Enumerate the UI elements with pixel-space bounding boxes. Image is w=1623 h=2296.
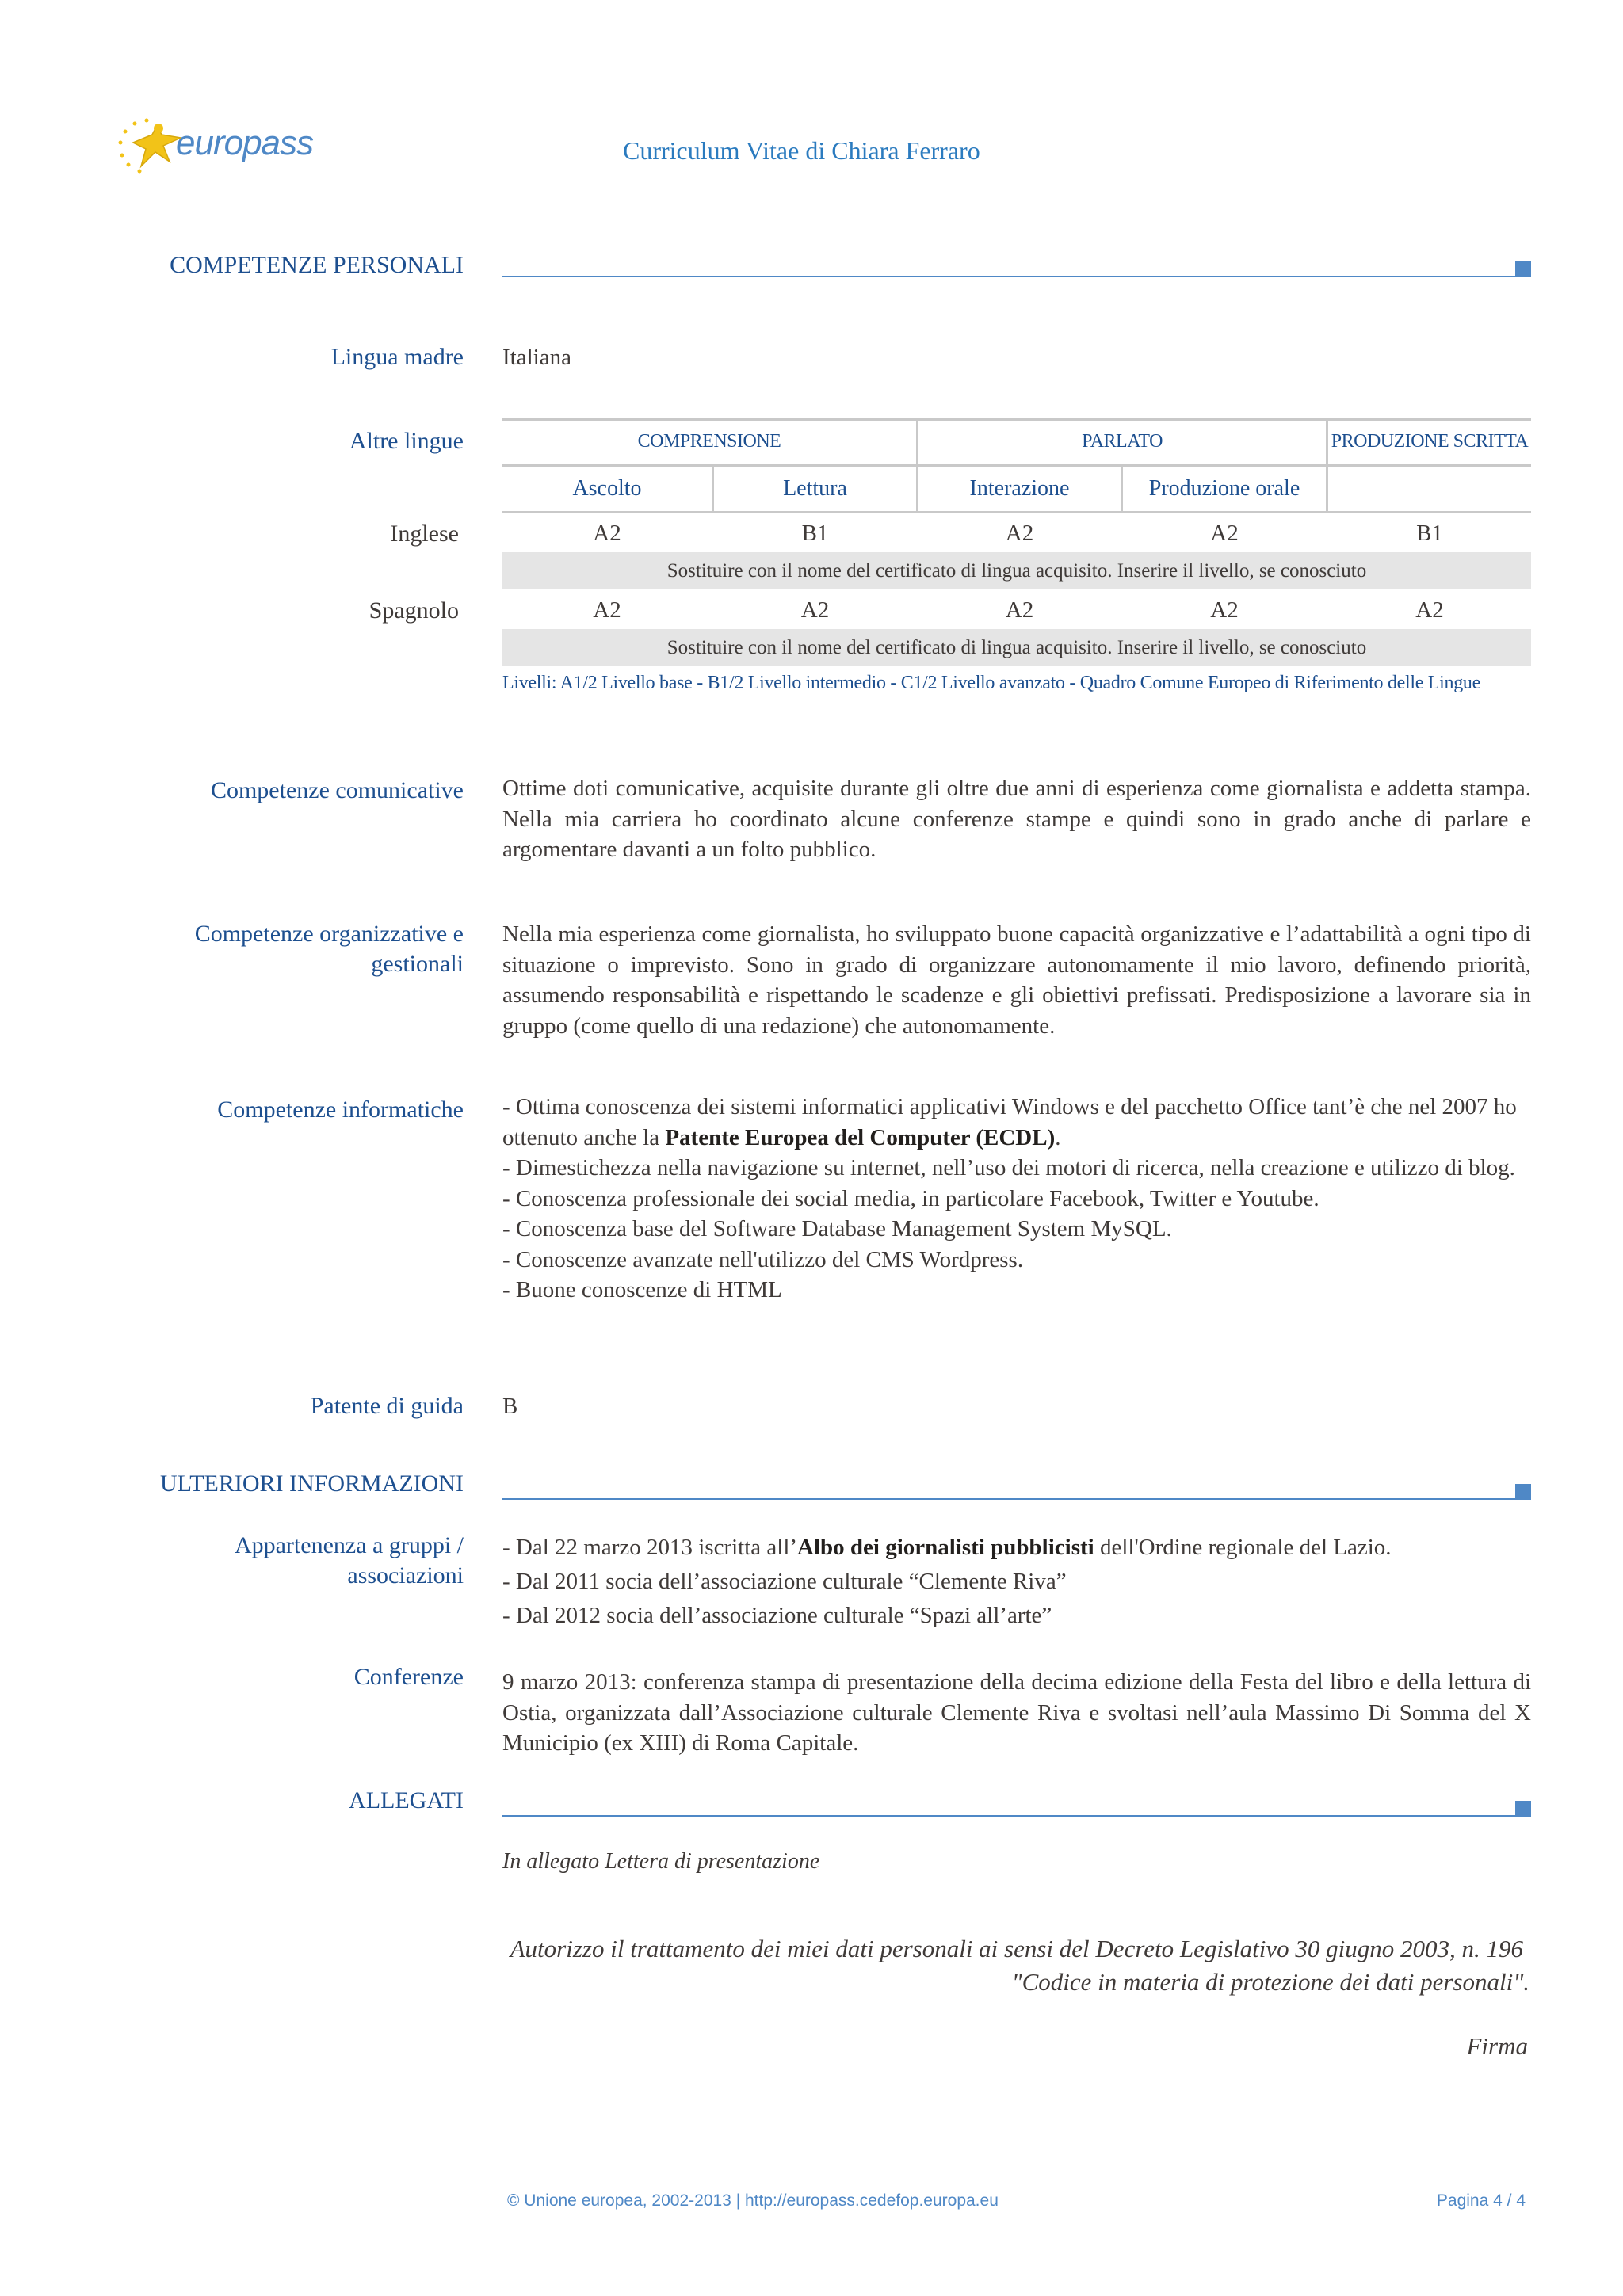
section-rule [502, 1498, 1515, 1500]
europass-wordmark: europass [176, 124, 314, 162]
list-item: - Dimestichezza nella navigazione su internet, nell’uso dei motori di ricerca, nella creazione e utilizzo di blog. [502, 1155, 1515, 1180]
level-lettura: B1 [801, 521, 829, 546]
list-item: - Ottima conoscenza dei sistemi informatici applicativi Windows e del pacchetto Office tant’è che nel 2007 ho ottenuto anche la Patente Europea del Computer (ECDL). [502, 1094, 1517, 1150]
level-interazione: A2 [1005, 521, 1034, 546]
list-item: - Conoscenze avanzate nell'utilizzo del CMS Wordpress. [502, 1246, 1024, 1272]
level-produzione-orale: A2 [1210, 521, 1239, 546]
section-marker [1515, 1801, 1531, 1817]
signature-label: Firma [1466, 2032, 1528, 2060]
label-patente-di-guida: Patente di guida [310, 1393, 464, 1419]
privacy-statement: Autorizzo il trattamento dei miei dati personali ai sensi del Decreto Legislativo 30 giugno 2003, n. 196 "Codice in materia di protezione dei dati personali". [510, 1935, 1529, 1996]
section-rule [502, 276, 1515, 277]
competenze-informatiche-list [502, 1092, 1531, 1306]
appartenenza-list [502, 1531, 1531, 1633]
list-item: - Dal 2012 socia dell’associazione culturale “Spazi all’arte” [502, 1603, 1052, 1628]
sub-ascolto: Ascolto [572, 476, 642, 501]
label-appartenenza: Appartenenza a gruppi / associazioni [234, 1532, 464, 1589]
level-produzione-orale: A2 [1210, 597, 1239, 623]
list-item: - Conoscenza base del Software Database Management System MySQL. [502, 1216, 1172, 1241]
patente-value: B [502, 1394, 518, 1419]
section-rule [502, 1815, 1515, 1817]
label-competenze-informatiche: Competenze informatiche [217, 1097, 464, 1123]
levels-note: Livelli: A1/2 Livello base - B1/2 Livello intermedio - C1/2 Livello avanzato - Quadro Comune Europeo di Riferimento delle Lingue [502, 673, 1480, 693]
competenze-organizzative-text: Nella mia esperienza come giornalista, ho sviluppato buone capacità organizzative e l’adattabilità a ogni tipo di situazione o imprevisto. Sono in grado di organizzare autonomamente il mio lavoro, definendo priorità, assumendo responsabilità e rispettando le scadenze e gli obiettivi prefissati. Predisposizione a lavorare sia in gruppo (come quello di una redazione) che autonomamente. [502, 921, 1531, 1039]
document-title: Curriculum Vitae di Chiara Ferraro [623, 136, 980, 165]
certificate-row: Sostituire con il nome del certificato di lingua acquisito. Inserire il livello, se conosciuto [502, 629, 1531, 666]
label-competenze-comunicative: Competenze comunicative [210, 777, 464, 803]
lingua-madre-value: Italiana [502, 345, 571, 370]
allegati-text: In allegato Lettera di presentazione [502, 1849, 820, 1874]
label-lingua-madre: Lingua madre [330, 344, 464, 370]
header-comprensione: COMPRENSIONE [637, 431, 781, 452]
competenze-comunicative-text: Ottime doti comunicative, acquisite durante gli oltre due anni di esperienza come giornalista e addetta stampa. Nella mia carriera ho coordinato alcune conferenze stampe e quindi sono in grado anche di parlare e argomentare davanti a un folto pubblico. [502, 776, 1531, 862]
level-produzione-scritta: B1 [1416, 521, 1443, 546]
europass-logo [111, 111, 341, 182]
list-item: - Conoscenza professionale dei social media, in particolare Facebook, Twitter e Youtube. [502, 1185, 1319, 1211]
language-name: Spagnolo [369, 597, 459, 624]
footer-page-number: Pagina 4 / 4 [1436, 2191, 1526, 2210]
level-interazione: A2 [1005, 597, 1034, 623]
albo-highlight: Albo dei giornalisti pubblicisti [797, 1535, 1094, 1560]
section-ulteriori-informazioni: ULTERIORI INFORMAZIONI [159, 1470, 464, 1497]
footer-copyright: © Unione europea, 2002-2013 | http://europass.cedefop.europa.eu [507, 2191, 999, 2210]
level-lettura: A2 [800, 597, 830, 623]
conferenze-text: 9 marzo 2013: conferenza stampa di presentazione della decima edizione della Festa del libro e della lettura di Ostia, organizzata dall’Associazione culturale Clemente Riva e svoltasi nell’aula Massimo Di Somma del X Municipio (ex XIII) di Roma Capitale. [502, 1669, 1531, 1756]
list-item: - Dal 2011 socia dell’associazione culturale “Clemente Riva” [502, 1569, 1067, 1594]
ecdl-highlight: Patente Europea del Computer (ECDL) [665, 1124, 1056, 1150]
label-competenze-organizzative: Competenze organizzative e gestionali [194, 921, 464, 977]
level-ascolto: A2 [593, 521, 621, 546]
header-produzione-scritta: PRODUZIONE SCRITTA [1331, 431, 1529, 452]
header-parlato: PARLATO [1082, 431, 1163, 452]
level-produzione-scritta: A2 [1415, 597, 1444, 623]
sub-lettura: Lettura [783, 476, 847, 501]
list-item: - Buone conoscenze di HTML [502, 1277, 782, 1302]
section-allegati: ALLEGATI [349, 1787, 464, 1814]
sub-produzione-orale: Produzione orale [1148, 476, 1300, 501]
language-name: Inglese [390, 521, 459, 547]
sub-interazione: Interazione [969, 476, 1070, 501]
label-altre-lingue: Altre lingue [349, 428, 464, 454]
list-item: - Dal 22 marzo 2013 iscritta all’Albo dei giornalisti pubblicisti dell'Ordine regionale del Lazio. [502, 1535, 1392, 1560]
section-competenze-personali: COMPETENZE PERSONALI [170, 252, 464, 278]
level-ascolto: A2 [593, 597, 621, 623]
section-marker [1515, 1484, 1531, 1500]
certificate-row: Sostituire con il nome del certificato di lingua acquisito. Inserire il livello, se conosciuto [502, 552, 1531, 589]
section-marker [1515, 261, 1531, 277]
label-conferenze: Conferenze [353, 1664, 464, 1690]
